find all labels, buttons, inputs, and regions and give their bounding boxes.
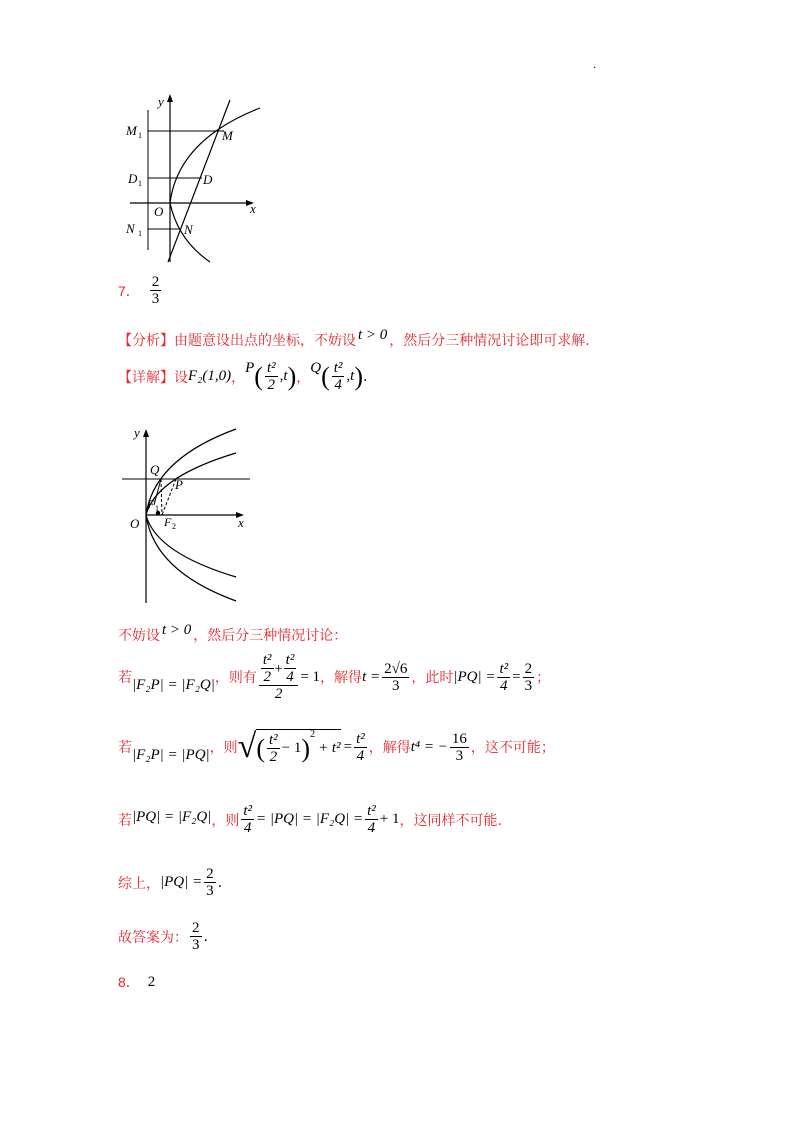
case-1: [118, 652, 550, 702]
fig1-label-n: N: [184, 222, 193, 237]
q8-answer-line: [118, 972, 155, 992]
case2-condition: |F₂P| = |PQ|: [132, 746, 210, 763]
fig1-label-m1: M: [126, 123, 137, 138]
case3-mid: = |PQ| = |F₂Q| =: [256, 811, 364, 827]
final-end: .: [203, 928, 208, 945]
q8-number: 8．: [118, 974, 140, 990]
cases-intro-2: ，然后分三种情况讨论：: [193, 628, 348, 644]
cases-intro-math: t > 0: [162, 621, 192, 638]
case1-plus: +: [273, 660, 284, 677]
case1-res-den: 3: [524, 677, 533, 694]
fig2-label-f1-sub: 1: [155, 504, 159, 513]
figure-parabola-mdn: [118, 90, 268, 265]
q7-answer-den: 3: [151, 291, 160, 307]
case1-eq-den: 2: [274, 686, 283, 702]
p-x-fraction: [265, 360, 278, 393]
case1-condition: |F₂P| = |F₂Q|: [132, 676, 215, 693]
final-den: 3: [192, 937, 200, 953]
fig2-label-f1: F: [147, 497, 155, 511]
corner-mark: .: [593, 60, 597, 71]
case2-ruo: 若: [118, 740, 132, 756]
case3-lhs-fraction: [241, 803, 254, 836]
fig2-label-p: P: [175, 477, 183, 492]
case2-end: ，这不可能；: [470, 740, 555, 756]
p-x-num: t²: [266, 360, 276, 376]
q-x-den: 4: [334, 377, 342, 393]
case1-then: ，则有: [214, 670, 257, 686]
case1-eq2: =: [512, 668, 521, 685]
fig1-label-n1: N: [126, 221, 135, 236]
fig1-label-m: M: [222, 128, 233, 143]
case3-rhs-num: t²: [367, 803, 376, 819]
analysis-text-1: 由题意设出点的坐标，不妨设: [174, 333, 356, 349]
fig1-label-m1-sub: 1: [138, 131, 142, 140]
case1-end: ；: [536, 670, 551, 686]
case2-val-den: 3: [455, 747, 464, 764]
case3-then: ，则: [211, 812, 240, 829]
fig2-label-f2: F: [164, 515, 172, 529]
fig1-label-d1: D: [128, 171, 138, 186]
fig2-label-q: Q: [150, 462, 160, 477]
q7-answer-fraction: [150, 274, 162, 307]
q-x-fraction: [332, 360, 345, 393]
case1-b-num: t²: [285, 652, 295, 668]
case2-minus: − 1: [281, 740, 302, 756]
case1-pq-den: 4: [500, 677, 508, 694]
case3-rhs-den: 4: [367, 820, 376, 836]
case2-t4: t⁴ = −: [410, 738, 448, 755]
detail-comma-1: ，: [231, 369, 246, 386]
detail-tag: 【详解】: [118, 369, 174, 386]
case3-condition: |PQ| = |F₂Q|: [132, 809, 212, 825]
fig1-label-d: D: [203, 172, 213, 187]
summary-line: [118, 866, 222, 899]
q7-answer-num: 2: [151, 274, 160, 290]
fig2-label-x: x: [238, 515, 244, 530]
case3-lhs-den: 4: [243, 820, 252, 836]
fig2-label-f2-sub: 2: [172, 522, 176, 531]
analysis-tag: 【分析】: [118, 333, 174, 349]
fig2-label-o: O: [130, 516, 140, 531]
case1-ruo: 若: [118, 670, 132, 686]
fig1-label-d1-sub: 1: [138, 179, 142, 188]
case1-a-den: 2: [263, 669, 271, 685]
case1-result-fraction: [523, 661, 535, 694]
case1-eq-fraction: [259, 652, 298, 702]
q7-answer-line: [118, 274, 163, 307]
fig2-label-y: y: [134, 425, 140, 440]
case2-sq-plus: + t²: [318, 740, 341, 756]
analysis-math: t > 0: [358, 326, 388, 343]
case1-res-num: 2: [524, 660, 533, 677]
case3-rhs-fraction: [365, 803, 378, 836]
q7-detail: 【详解】 设 F₂(1,0) ， P ( $\frac{\text{t²}}{2}$ ,t ) ， Q ( $\frac{\text{t²}}{4}$ ,t ) .: [118, 360, 368, 393]
figure-two-parabolas: [118, 425, 258, 605]
case-3: [118, 803, 502, 836]
final-text: 故答案为：: [118, 929, 188, 946]
case2-inner-den: 2: [269, 749, 278, 765]
case3-lhs-num: t²: [243, 803, 252, 819]
summary-text: 综上，: [118, 875, 160, 892]
case2-val-fraction: [450, 731, 469, 764]
final-num: 2: [192, 920, 200, 936]
fig1-label-n1-sub: 1: [138, 229, 142, 238]
summary-num: 2: [206, 866, 214, 882]
case3-end: ，这同样不可能.: [399, 812, 502, 829]
p-y: ,t: [279, 368, 288, 384]
case1-pq-fraction: [497, 661, 510, 694]
case2-solve: ，解得: [368, 740, 411, 756]
case2-radicand: ( $\frac{\text{t²}}{2}$ − 1 ) 2 + t²: [256, 729, 341, 765]
case1-t-fraction: [382, 661, 409, 694]
summary-den: 3: [206, 883, 214, 899]
final-answer-line: [118, 920, 208, 953]
case1-pq-num: t²: [499, 660, 509, 677]
case1-t: t =: [362, 668, 381, 685]
q-x-num: t²: [333, 360, 343, 376]
detail-text: 设: [174, 369, 188, 386]
case3-ruo: 若: [118, 812, 132, 829]
case2-val-num: 16: [451, 730, 467, 747]
cases-intro: [118, 621, 348, 645]
case2-eq: =: [343, 738, 353, 755]
cases-intro-1: 不妨设: [118, 628, 160, 644]
case1-a-num: t²: [262, 652, 272, 668]
fig1-label-o: O: [154, 204, 164, 219]
final-fraction: [190, 920, 202, 953]
fig1-label-x: x: [250, 201, 256, 216]
case2-rhs-num: t²: [356, 730, 365, 747]
case1-eq-rhs: = 1: [300, 668, 321, 685]
case2-then: ，则: [209, 740, 238, 756]
case1-pq: |PQ| =: [453, 668, 496, 685]
p-x-den: 2: [267, 377, 276, 393]
q-label: Q: [310, 360, 322, 376]
detail-period: .: [363, 368, 368, 385]
fig1-label-y: y: [158, 94, 164, 109]
q7-analysis: [118, 326, 590, 350]
case1-solve: ，解得: [320, 670, 363, 686]
q-y: ,t: [346, 368, 355, 384]
case1-now: ，此时: [411, 670, 454, 686]
q8-answer: 2: [147, 973, 156, 990]
summary-end: .: [217, 874, 223, 891]
case2-rhs-den: 4: [356, 747, 365, 764]
f2-coord: F₂(1,0): [188, 368, 232, 384]
q7-number: 7．: [118, 282, 140, 299]
summary-fraction: [204, 866, 216, 899]
case1-b-den: 4: [286, 669, 294, 685]
analysis-text-2: ，然后分三种情况讨论即可求解.: [389, 333, 590, 349]
case-2: 若 |F₂P| = |PQ| ，则 √ ( $\frac{\text{t²}}{2}$ − 1 ) 2 + t² = $\frac{\text{t²}}{4}$ ，解得 t⁴ = − $\frac{16}{3}$ ，这不可能；: [118, 728, 555, 765]
case3-plus1: + 1: [379, 811, 400, 827]
detail-comma-2: ，: [296, 369, 311, 386]
p-label: P: [245, 360, 255, 376]
case2-inner-num: t²: [269, 732, 278, 748]
case1-t-num: 2√6: [384, 660, 408, 677]
summary-pq: |PQ| =: [160, 874, 203, 890]
case2-rhs-fraction: [354, 731, 367, 764]
case1-t-den: 3: [391, 677, 400, 694]
